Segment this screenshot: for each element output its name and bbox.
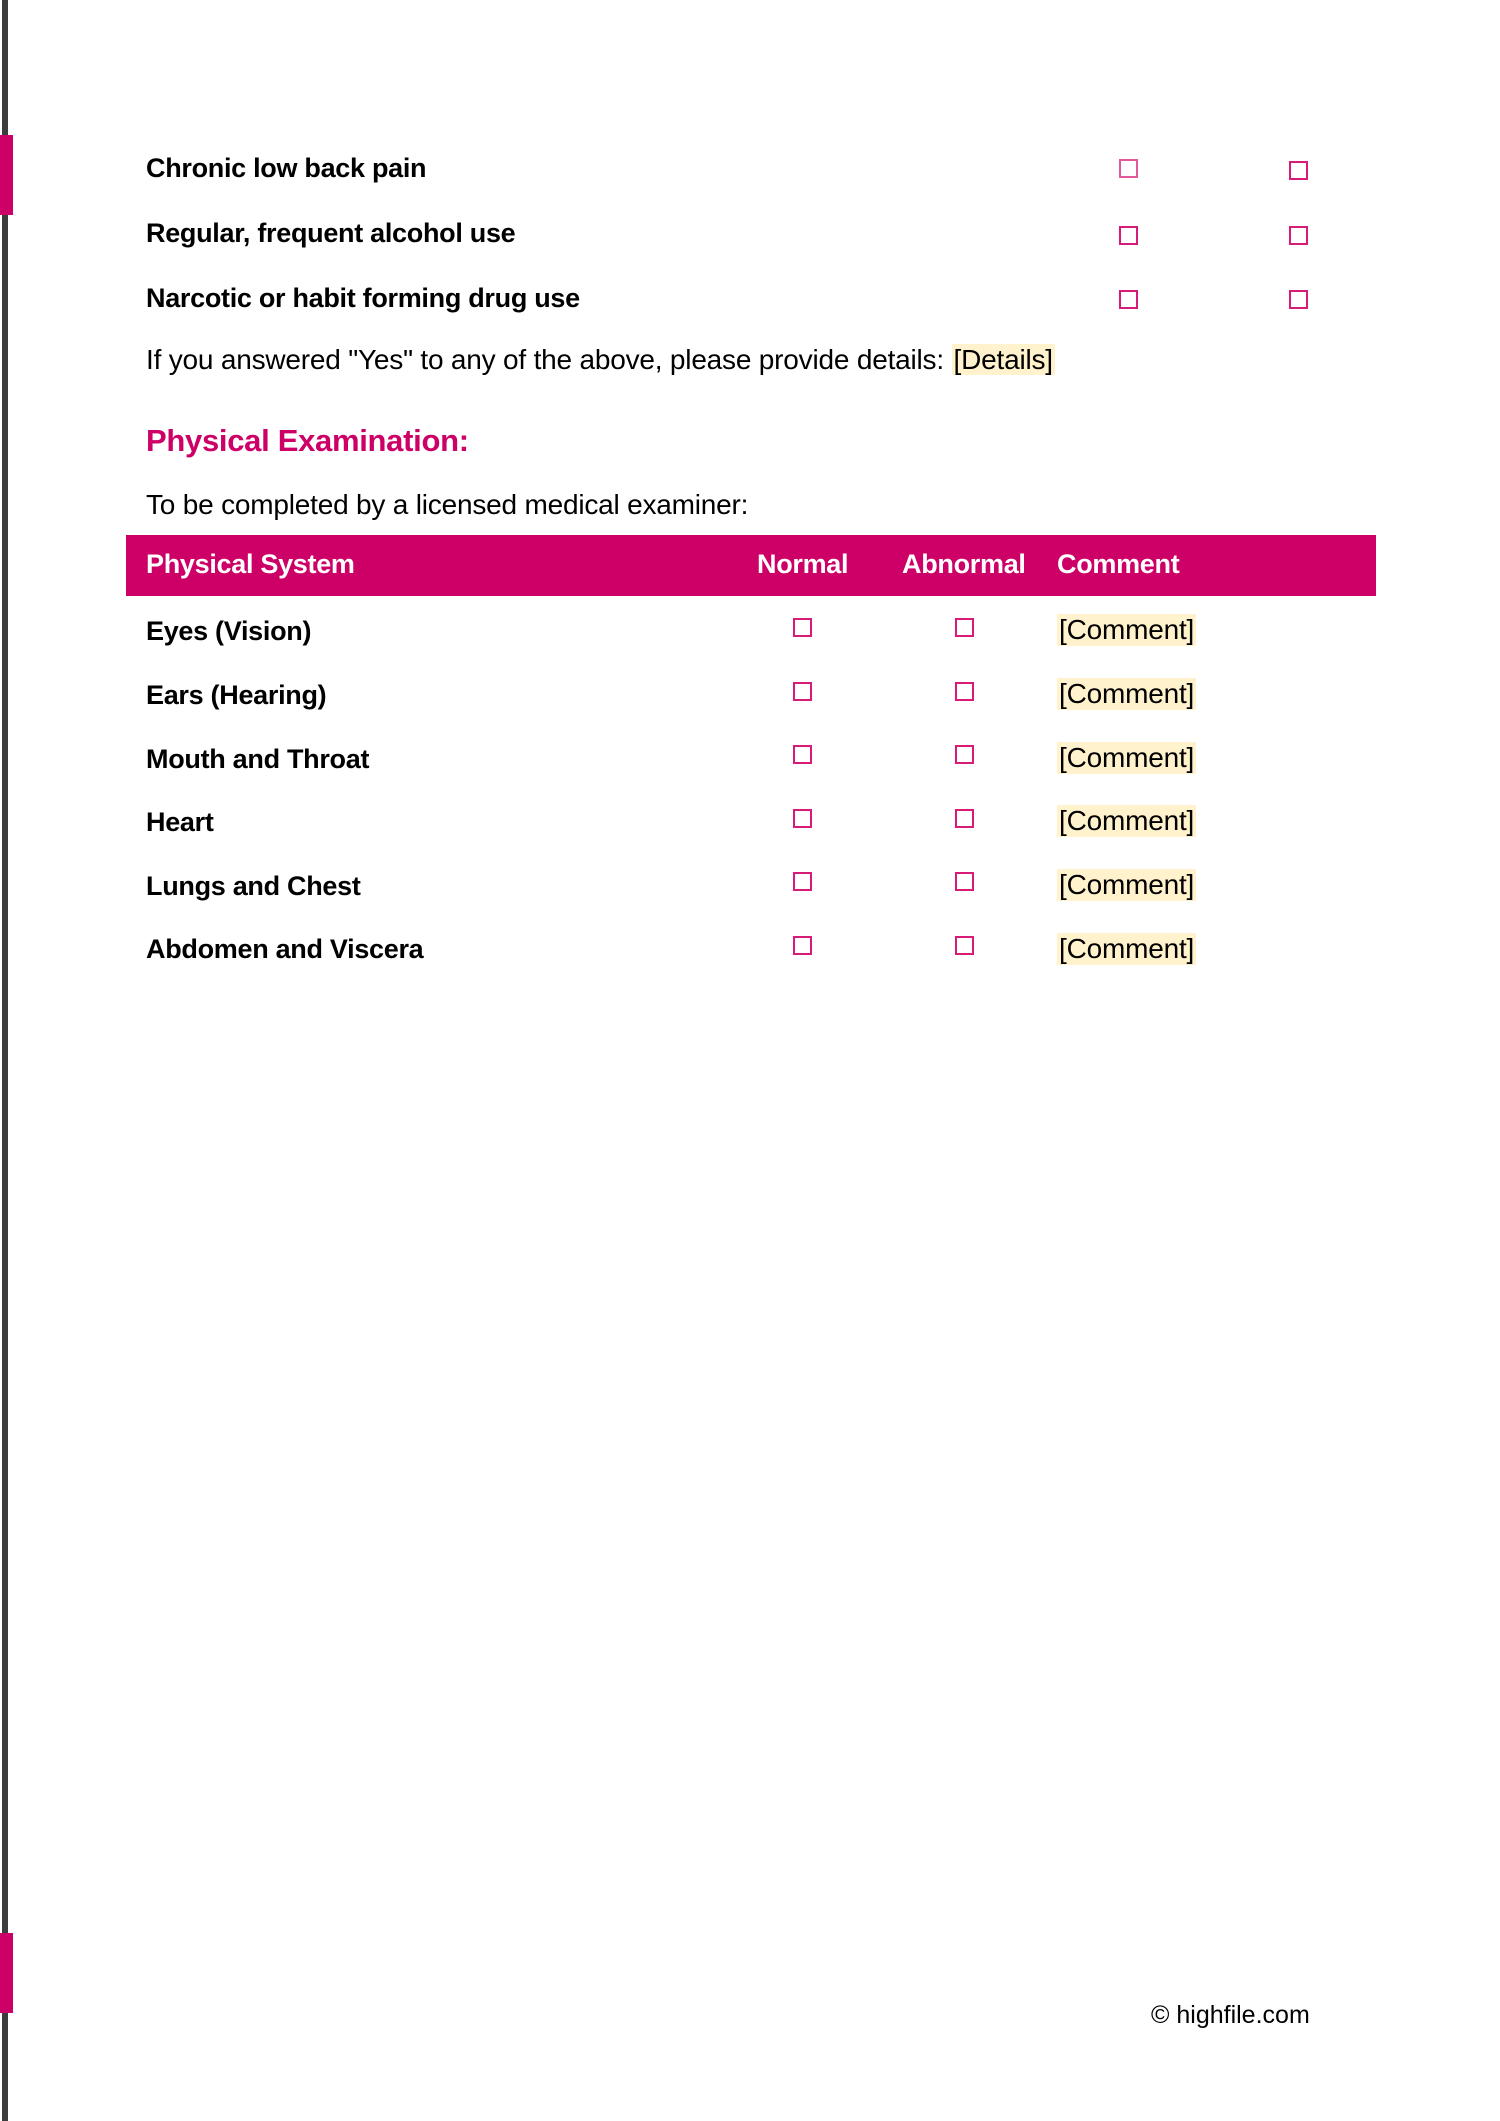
- system-label: Heart: [146, 807, 214, 837]
- abnormal-checkbox[interactable]: [955, 618, 974, 637]
- column-header-comment: Comment: [1057, 549, 1180, 579]
- no-checkbox[interactable]: [1289, 290, 1308, 309]
- column-header-system: Physical System: [146, 549, 355, 579]
- abnormal-checkbox[interactable]: [955, 809, 974, 828]
- system-label: Ears (Hearing): [146, 680, 327, 710]
- page-edge-accent-top: [0, 135, 13, 215]
- page-edge-accent-bottom: [0, 1933, 13, 2013]
- comment-field[interactable]: [Comment]: [1059, 869, 1195, 900]
- system-label: Eyes (Vision): [146, 616, 312, 646]
- system-label: Lungs and Chest: [146, 871, 361, 901]
- details-field[interactable]: [Details]: [953, 344, 1053, 375]
- column-header-abnormal: Abnormal: [902, 549, 1026, 579]
- question-label: Narcotic or habit forming drug use: [146, 283, 580, 313]
- normal-checkbox[interactable]: [793, 936, 812, 955]
- yes-checkbox[interactable]: [1119, 290, 1138, 309]
- abnormal-checkbox[interactable]: [955, 936, 974, 955]
- footer-copyright: © highfile.com: [1151, 2001, 1310, 2029]
- normal-checkbox[interactable]: [793, 682, 812, 701]
- no-checkbox[interactable]: [1289, 161, 1308, 180]
- normal-checkbox[interactable]: [793, 809, 812, 828]
- details-line: [146, 344, 1055, 376]
- abnormal-checkbox[interactable]: [955, 745, 974, 764]
- abnormal-checkbox[interactable]: [955, 872, 974, 891]
- normal-checkbox[interactable]: [793, 872, 812, 891]
- details-prompt: If you answered "Yes" to any of the above, please provide details:: [146, 344, 952, 375]
- section-intro: To be completed by a licensed medical examiner:: [146, 489, 749, 520]
- section-title: Physical Examination:: [146, 423, 469, 458]
- column-header-normal: Normal: [757, 549, 849, 579]
- question-label: Chronic low back pain: [146, 153, 427, 183]
- comment-field[interactable]: [Comment]: [1059, 933, 1195, 964]
- question-label: Regular, frequent alcohol use: [146, 218, 516, 248]
- normal-checkbox[interactable]: [793, 618, 812, 637]
- comment-field[interactable]: [Comment]: [1059, 614, 1195, 645]
- system-label: Abdomen and Viscera: [146, 934, 424, 964]
- no-checkbox[interactable]: [1289, 226, 1308, 245]
- normal-checkbox[interactable]: [793, 745, 812, 764]
- comment-field[interactable]: [Comment]: [1059, 805, 1195, 836]
- abnormal-checkbox[interactable]: [955, 682, 974, 701]
- comment-field[interactable]: [Comment]: [1059, 678, 1195, 709]
- yes-checkbox[interactable]: [1119, 159, 1138, 178]
- system-label: Mouth and Throat: [146, 744, 370, 774]
- page-edge-bar: [2, 0, 8, 2121]
- exam-table-header: [126, 535, 1376, 596]
- yes-checkbox[interactable]: [1119, 226, 1138, 245]
- comment-field[interactable]: [Comment]: [1059, 742, 1195, 773]
